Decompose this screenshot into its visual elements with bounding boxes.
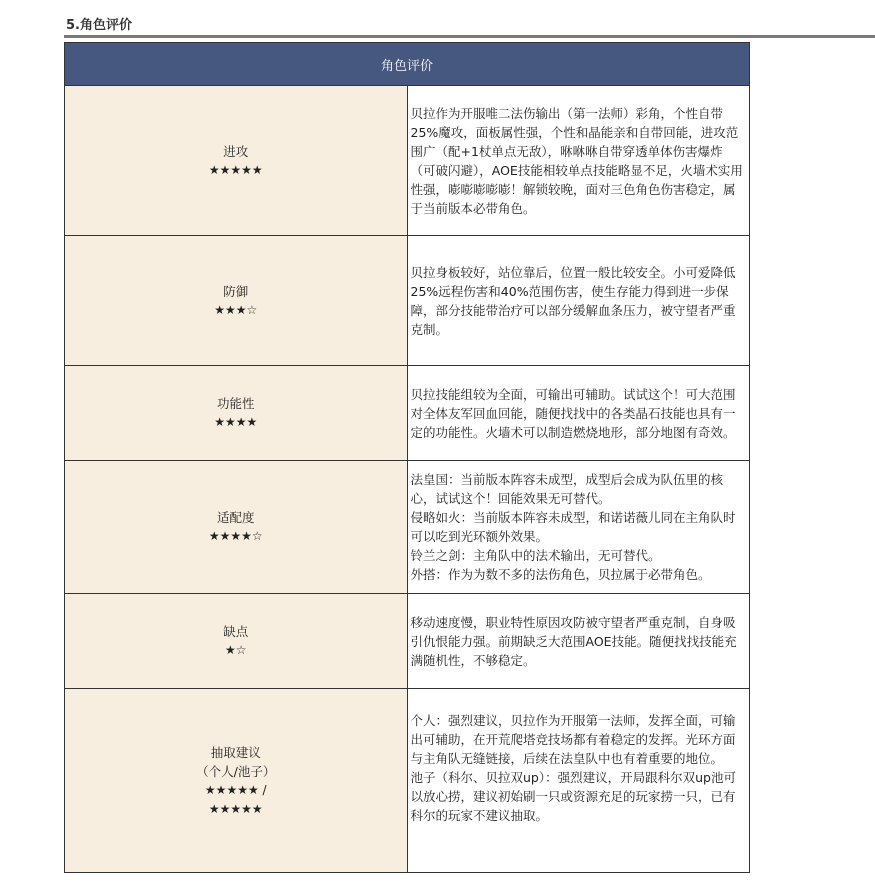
category-label: 功能性 <box>216 396 255 411</box>
star-rating: ★★★☆ <box>214 302 258 317</box>
evaluation-text <box>407 689 750 873</box>
evaluation-text <box>407 461 750 594</box>
evaluation-line: 个人：强烈建议，贝拉作为开服第一法师，发挥全面，可输出可辅助，在开荒爬塔竞技场都有着稳定的发挥。光环方面与主角队无缝链接，后续在法皇队中也有着重要的地位。 <box>410 713 736 766</box>
evaluation-text <box>407 594 750 689</box>
table-row <box>65 461 750 594</box>
star-rating: ★★★★★ <box>208 162 263 177</box>
category-cell <box>65 594 408 689</box>
section-title: 5.角色评价 <box>66 18 132 33</box>
table-header: 角色评价 <box>65 43 750 86</box>
category-cell <box>65 236 408 366</box>
category-cell <box>65 366 408 461</box>
table-row <box>65 594 750 689</box>
category-label: 进攻 <box>223 143 249 159</box>
evaluation-line: 贝拉身板较好，站位靠后，位置一般比较安全。小可爱降低25%远程伤害和40%范围伤害，使生存能力得到进一步保障，部分技能带治疗可以部分缓解血条压力，被守望者严重克制。 <box>410 264 736 337</box>
table-row <box>65 366 750 461</box>
category-cell <box>65 461 408 594</box>
evaluation-line: 外搭：作为为数不多的法伤角色，贝拉属于必带角色。 <box>410 567 711 582</box>
table-row <box>65 86 750 236</box>
star-rating: ★★★★★ / <box>204 782 267 797</box>
star-rating: ★☆ <box>224 643 247 657</box>
table-row <box>65 236 750 366</box>
section-divider <box>64 35 875 38</box>
evaluation-text <box>407 236 750 366</box>
star-rating-pool: ★★★★★ <box>208 801 263 816</box>
category-sublabel: （个人/池子） <box>196 763 276 779</box>
character-evaluation-table <box>64 42 750 873</box>
category-label: 抽取建议 <box>210 744 261 760</box>
evaluation-text <box>407 86 750 236</box>
category-label: 缺点 <box>223 624 249 639</box>
evaluation-line: 铃兰之剑：主角队中的法术输出，无可替代。 <box>410 548 661 563</box>
star-rating: ★★★★☆ <box>208 529 263 543</box>
category-label: 适配度 <box>216 510 255 525</box>
evaluation-line: 移动速度慢，职业特性原因攻防被守望者严重克制，自身吸引仇恨能力强。前期缺乏大范围AOE技能。随便找找技能充满随机性，不够稳定。 <box>410 614 737 668</box>
category-cell <box>65 689 408 873</box>
category-cell <box>65 86 408 236</box>
evaluation-line: 贝拉技能组较为全面，可输出可辅助。试试这个！可大范围对全体友军回血回能，随便找找中的各类晶石技能也具有一定的功能性。火墙术可以制造燃烧地形，部分地图有奇效。 <box>410 386 736 440</box>
star-rating: ★★★★ <box>214 415 258 429</box>
evaluation-text <box>407 366 750 461</box>
evaluation-line: 侵略如火：当前版本阵容未成型，和诺诺薇儿同在主角队时可以吃到光环额外效果。 <box>410 510 736 544</box>
table-row <box>65 689 750 873</box>
evaluation-line: 池子（科尔、贝拉双up）：强烈建议，开局跟科尔双up池可以放心捞，建议初始刷一只或资源充足的玩家捞一只，已有科尔的玩家不建议抽取。 <box>410 770 736 823</box>
category-label: 防御 <box>223 283 249 299</box>
evaluation-line: 贝拉作为开服唯二法伤输出（第一法师）彩角，个性自带25%魔攻，面板属性强，个性和晶能亲和自带回能，进攻范围广（配+1杖单点无敌），咻咻咻自带穿透单体伤害爆炸（可破闪避），AOE技能相较单点技能略显不足，火墙术实用性强，嘭嘭嘭嘭嘭！解锁较晚，面对三色角色伤害稳定，属于当前版本必带角色。 <box>410 105 743 216</box>
evaluation-line: 法皇国：当前版本阵容未成型，成型后会成为队伍里的核心，试试这个！回能效果无可替代。 <box>410 472 724 506</box>
table-header-row <box>65 43 750 86</box>
